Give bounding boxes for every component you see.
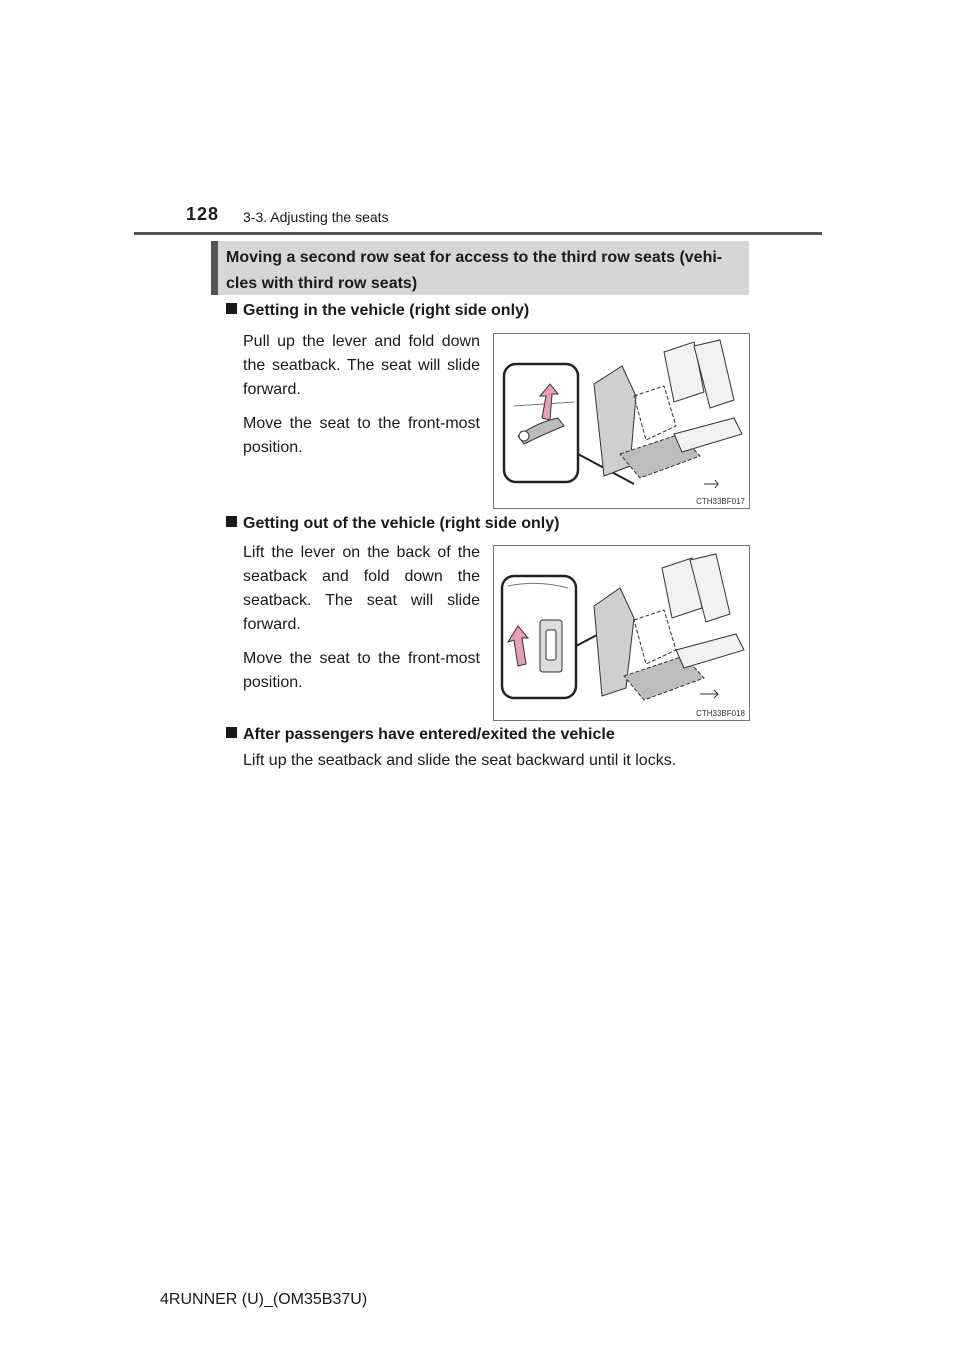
topic-title-line-1: Moving a second row seat for access to the third row seats (vehi- <box>226 249 723 266</box>
topic-title-line-2: cles with third row seats) <box>226 275 418 292</box>
paragraph: Lift the lever on the back of the seatback and fold down the seatback. The seat will slide forward. <box>243 544 480 633</box>
header-rule <box>134 232 822 235</box>
subheading-getting-out: Getting out of the vehicle (right side only) <box>226 515 559 533</box>
square-bullet-icon <box>226 727 237 738</box>
subheading-after-passengers: After passengers have entered/exited the vehicle <box>226 726 615 744</box>
seat-fold-diagram <box>494 546 749 720</box>
page-number: 128 <box>186 204 220 224</box>
figure-id: CTH33BF018 <box>696 709 745 718</box>
paragraph: Move the seat to the front-most position. <box>243 650 480 691</box>
square-bullet-icon <box>226 516 237 527</box>
seat-fold-diagram <box>494 334 749 508</box>
paragraph: Pull up the lever and fold down the seatback. The seat will slide forward. <box>243 333 480 398</box>
getting-out-instructions <box>243 541 480 705</box>
topic-title-box <box>211 241 749 295</box>
square-bullet-icon <box>226 303 237 314</box>
getting-in-instructions <box>243 330 480 470</box>
after-passengers-instruction: Lift up the seatback and slide the seat backward until it locks. <box>243 752 677 769</box>
section-title: 3-3. Adjusting the seats <box>243 209 389 225</box>
seat-illustration-getting-in <box>493 333 750 509</box>
subheading-getting-in: Getting in the vehicle (right side only) <box>226 302 529 320</box>
footer-model-code: 4RUNNER (U)_(OM35B37U) <box>160 1291 368 1308</box>
seat-illustration-getting-out <box>493 545 750 721</box>
paragraph: Move the seat to the front-most position. <box>243 415 480 456</box>
figure-id: CTH33BF017 <box>696 497 745 506</box>
